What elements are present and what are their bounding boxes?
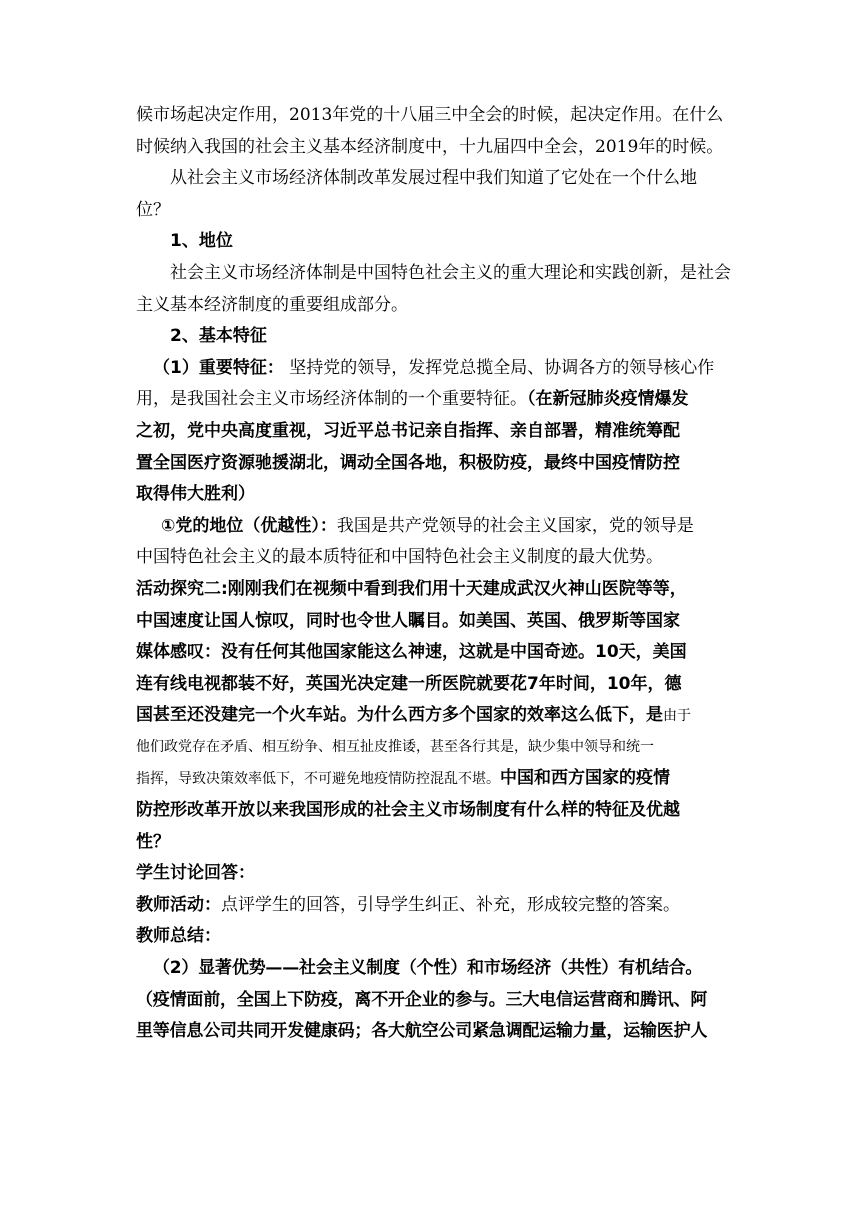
paragraph-line: 中国特色社会主义的最本质特征和中国特色社会主义制度的最大优势。: [136, 547, 663, 568]
section-heading-position: 1、地位: [170, 231, 233, 252]
subheading-label: （1）重要特征：: [153, 357, 284, 378]
activity-line: 性？: [136, 831, 170, 852]
paragraph-line: 位？: [136, 199, 170, 220]
paragraph-line: 置全国医疗资源驰援湖北，调动全国各地，积极防疫，最终中国疫情防控: [136, 452, 680, 473]
bold-tail: 中国和西方国家的疫情: [500, 768, 670, 789]
paragraph-line: [136, 890, 729, 922]
activity-line: [136, 763, 729, 795]
activity-line: 媒体感叹：没有任何其他国家能这么神速，这就是中国奇迹。10天，美国: [136, 642, 687, 663]
paragraph-line: 里等信息公司共同开发健康码；各大航空公司紧急调配运输力量，运输医护人: [136, 1021, 708, 1042]
student-discussion-label: 学生讨论回答：: [136, 863, 255, 884]
paragraph-line: [136, 353, 729, 385]
activity-line: [136, 700, 729, 732]
paragraph-line: （疫情面前，全国上下防疫，离不开企业的参与。三大电信运营商和腾讯、阿: [136, 989, 708, 1010]
document-body: [136, 100, 729, 1048]
paragraph-line: 社会主义市场经济体制是中国特色社会主义的重大理论和实践创新，是社会: [170, 262, 731, 283]
teacher-summary-label: 教师总结：: [136, 926, 221, 947]
line-text: 点评学生的回答，引导学生纠正、补充，形成较完整的答案。: [221, 894, 680, 915]
paragraph-line: [136, 384, 729, 416]
paragraph-line: 从社会主义市场经济体制改革发展过程中我们知道了它处在一个什么地: [170, 168, 697, 189]
line-text: 指挥，导致决策效率低下，不可避免地疫情防控混乱不堪。: [136, 771, 500, 788]
normal-tail: 由于: [663, 708, 691, 725]
paragraph-line: [136, 511, 729, 543]
activity-line: 他们政党存在矛盾、相互纷争、相互扯皮推诿，甚至各行其是，缺少集中领导和统一: [136, 738, 654, 755]
activity-line: 连有线电视都装不好，英国光决定建一所医院就要花7年时间，10年，德: [136, 673, 682, 694]
paragraph-line: 候市场起决定作用，2013年党的十八届三中全会的时候，起决定作用。在什么: [136, 105, 724, 125]
line-text: 用，是我国社会主义市场经济体制的一个重要特征。: [136, 389, 527, 410]
line-text: 坚持党的领导，发挥党总揽全局、协调各方的领导核心作: [283, 357, 715, 378]
paragraph-line: 取得伟大胜利）: [136, 484, 255, 505]
paragraph-line: 时候纳入我国的社会主义基本经济制度中，十九届四中全会，2019年的时候。: [136, 136, 724, 157]
paragraph-line: 主义基本经济制度的重要组成部分。: [136, 294, 408, 315]
activity-line: 防控形改革开放以来我国形成的社会主义市场制度有什么样的特征及优越: [136, 800, 680, 821]
teacher-activity-label: 教师活动：: [136, 894, 221, 915]
section-heading-features: 2、基本特征: [170, 326, 267, 347]
subheading-label: ①党的地位（优越性）：: [161, 515, 337, 536]
line-text: 我国是共产党领导的社会主义国家，党的领导是: [336, 515, 694, 536]
activity-line: 中国速度让国人惊叹，同时也令世人瞩目。如美国、英国、俄罗斯等国家: [136, 610, 680, 631]
line-text: 国甚至还没建完一个火车站。为什么西方多个国家的效率这么低下，是: [136, 705, 663, 726]
paragraph-line: 之初，党中央高度重视，习近平总书记亲自指挥、亲自部署，精准统筹配: [136, 420, 680, 441]
bold-tail: （在新冠肺炎疫情爆发: [527, 389, 689, 410]
activity-line: 活动探究二:刚刚我们在视频中看到我们用十天建成武汉火神山医院等等，: [136, 578, 687, 599]
subheading-advantage: （2）显著优势——社会主义制度（个性）和市场经济（共性）有机结合。: [153, 958, 703, 979]
